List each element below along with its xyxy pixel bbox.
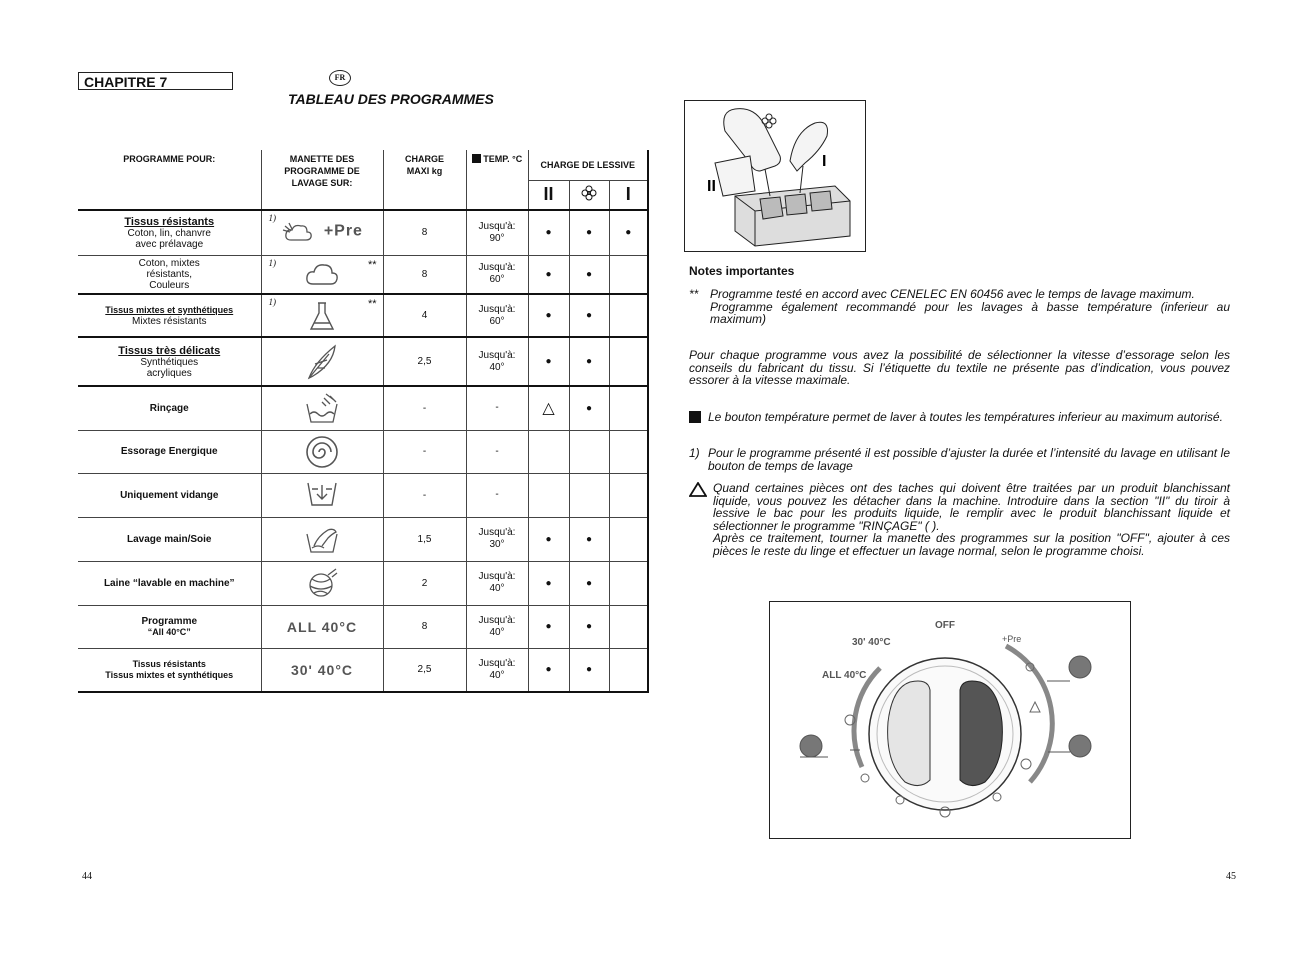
wool-ball-icon <box>304 565 340 601</box>
lessive-flower: ● <box>569 386 609 430</box>
dial-label-prewash: +Pre <box>1002 634 1022 644</box>
lessive-i <box>609 294 648 337</box>
lessive-i <box>609 648 648 692</box>
header-temp <box>466 150 528 210</box>
table-row <box>78 605 648 648</box>
language-badge: FR <box>329 70 351 86</box>
header-compartment-flower <box>569 180 609 210</box>
header-compartment-ii: II <box>528 180 569 210</box>
lessive-i <box>609 605 648 648</box>
table-row <box>78 430 648 473</box>
lessive-ii <box>528 430 569 473</box>
lessive-flower: ● <box>569 561 609 605</box>
drain-icon <box>304 477 340 513</box>
lessive-i: ● <box>609 210 648 255</box>
all-40-icon: ALL 40°C <box>286 618 358 635</box>
programme-name: Essorage Energique <box>78 430 261 473</box>
dial-label-off: OFF <box>935 620 955 631</box>
lessive-ii: ● <box>528 605 569 648</box>
flask-icon <box>308 300 336 332</box>
programme-name: Rinçage <box>78 386 261 430</box>
programme-name: Coton, mixtes résistants, Couleurs <box>78 255 261 294</box>
temp-value: Jusqu'à: 30° <box>466 517 528 561</box>
lessive-ii: ● <box>528 294 569 337</box>
lessive-flower: ● <box>569 337 609 386</box>
note-temperature: Le bouton température permet de laver à toutes les températures inferieur au maximum autorisé. <box>689 411 1230 424</box>
temp-value: - <box>466 473 528 517</box>
programme-icon-cell <box>261 473 383 517</box>
programme-name: Tissus mixtes et synthétiques Mixtes résistants <box>78 294 261 337</box>
note-cenelec: ** Programme testé en accord avec CENELEC EN 60456 avec le temps de lavage maximum. Programme également recommandé pour les lavages à basse température (inferieur au maximum) <box>689 287 1230 326</box>
programme-icon-cell <box>261 517 383 561</box>
lessive-ii: ● <box>528 648 569 692</box>
lessive-flower: ● <box>569 648 609 692</box>
temp-square-icon <box>472 154 481 163</box>
flower-icon <box>581 185 597 201</box>
temp-value: Jusqu'à: 90° <box>466 210 528 255</box>
cotton-cloud-icon <box>304 260 340 288</box>
lessive-ii: ● <box>528 255 569 294</box>
table-row <box>78 473 648 517</box>
programme-name: Laine “lavable en machine” <box>78 561 261 605</box>
notes-title: Notes importantes <box>689 264 795 278</box>
chapter-label: CHAPITRE 7 <box>78 72 233 90</box>
lessive-flower: ● <box>569 605 609 648</box>
programme-icon-cell <box>261 386 383 430</box>
lessive-flower: ● <box>569 255 609 294</box>
programme-icon-cell: 1) ** <box>261 294 383 337</box>
header-compartment-i: I <box>609 180 648 210</box>
lessive-ii: ● <box>528 210 569 255</box>
temp-value: Jusqu'à: 40° <box>466 561 528 605</box>
charge-value: - <box>383 430 466 473</box>
note-spin-speed: Pour chaque programme vous avez la possibilité de sélectionner la vitesse d’essorage selon les conseils du fabricant du tissu. Si l’étiquette du textile ne présente pas d’indication, vous pouvez essorer à la vitesse maximale. <box>689 348 1230 387</box>
table-row <box>78 561 648 605</box>
charge-value: 8 <box>383 210 466 255</box>
lessive-ii: ● <box>528 517 569 561</box>
warning-triangle-icon <box>689 482 707 497</box>
header-manette: MANETTE DES PROGRAMME DE LAVAGE SUR: <box>261 150 383 210</box>
header-lessive: CHARGE DE LESSIVE <box>528 150 648 180</box>
table-row <box>78 517 648 561</box>
prewash-cloud-icon <box>281 220 321 246</box>
lessive-i <box>609 337 648 386</box>
programme-name: Tissus très délicats Synthétiques acryliques <box>78 337 261 386</box>
table-row <box>78 255 648 294</box>
lessive-i <box>609 255 648 294</box>
table-row <box>78 210 648 255</box>
lessive-i <box>609 517 648 561</box>
dial-drawing <box>770 602 1130 838</box>
temp-value: Jusqu'à: 60° <box>466 294 528 337</box>
lessive-i <box>609 430 648 473</box>
charge-value: 1,5 <box>383 517 466 561</box>
table-row <box>78 648 648 692</box>
charge-value: 4 <box>383 294 466 337</box>
programme-name: Tissus résistants Tissus mixtes et synthétiques <box>78 648 261 692</box>
table-row <box>78 386 648 430</box>
lessive-ii <box>528 473 569 517</box>
page-number-left: 44 <box>82 871 92 882</box>
lessive-flower: ● <box>569 210 609 255</box>
table-row <box>78 337 648 386</box>
programme-icon-cell <box>261 337 383 386</box>
header-temp-label: TEMP. °C <box>483 154 523 164</box>
dial-label-30-40: 30' 40°C <box>852 637 891 648</box>
lessive-flower: ● <box>569 294 609 337</box>
temp-value: Jusqu'à: 40° <box>466 337 528 386</box>
feather-icon <box>305 342 339 382</box>
lessive-flower <box>569 473 609 517</box>
note-duration: 1) Pour le programme présenté il est possible d’ajuster la durée et l’intensité du lavage en utilisant le bouton de temps de lavage <box>689 446 1230 473</box>
temp-square-icon <box>689 411 701 423</box>
lessive-ii: ● <box>528 337 569 386</box>
programme-name: Lavage main/Soie <box>78 517 261 561</box>
header-programme: PROGRAMME POUR: <box>78 150 261 210</box>
charge-value: 8 <box>383 605 466 648</box>
programme-table <box>78 150 649 693</box>
temp-value: Jusqu'à: 60° <box>466 255 528 294</box>
lessive-i <box>609 561 648 605</box>
charge-value: - <box>383 473 466 517</box>
programme-icon-cell: 1) ** <box>261 255 383 294</box>
drawer-drawing <box>685 101 865 251</box>
lessive-flower: ● <box>569 517 609 561</box>
rinse-icon <box>304 390 340 426</box>
charge-value: 2,5 <box>383 337 466 386</box>
page-title: TABLEAU DES PROGRAMMES <box>288 91 494 107</box>
programme-icon-cell <box>261 430 383 473</box>
spin-spiral-icon <box>304 434 340 470</box>
header-charge: CHARGE MAXI kg <box>383 150 466 210</box>
programme-dial-illustration <box>769 601 1131 839</box>
dial-label-all-40: ALL 40°C <box>822 670 867 681</box>
drawer-label-i: I <box>822 153 827 170</box>
programme-icon-cell <box>261 561 383 605</box>
lessive-ii: △ <box>528 386 569 430</box>
programme-name: Tissus résistants Coton, lin, chanvre avec prélavage <box>78 210 261 255</box>
lessive-i <box>609 473 648 517</box>
page-number-right: 45 <box>1226 871 1236 882</box>
programme-icon-cell <box>261 648 383 692</box>
quick-30-icon: 30' 40°C <box>290 661 354 678</box>
programme-name: Programme “All 40°C” <box>78 605 261 648</box>
table-row <box>78 294 648 337</box>
temp-value: Jusqu'à: 40° <box>466 605 528 648</box>
charge-value: - <box>383 386 466 430</box>
detergent-drawer-illustration <box>684 100 866 252</box>
lessive-ii: ● <box>528 561 569 605</box>
drawer-label-ii: II <box>707 178 716 195</box>
programme-icon-cell: 1) +Pre <box>261 210 383 255</box>
hand-wash-icon <box>304 522 340 556</box>
programme-icon-cell <box>261 605 383 648</box>
charge-value: 2 <box>383 561 466 605</box>
programme-name: Uniquement vidange <box>78 473 261 517</box>
charge-value: 2,5 <box>383 648 466 692</box>
lessive-flower <box>569 430 609 473</box>
temp-value: Jusqu'à: 40° <box>466 648 528 692</box>
note-bleach: Quand certaines pièces ont des taches qui doivent être traitées par un produit blanchissant liquide, vous pouvez les détacher dans la machine. Introduire dans la section "II" du tiroir à lessive le bac pour les produits liquide, le remplir avec le produit blanchissant liquide et sélectionner le programme "RINÇAGE" ( ). Après ce traitement, tourner la manette des programmes sur la position "OFF", ajouter à ces pièces le reste du linge et effectuer un lavage normal, selon le programme choisi. <box>689 482 1230 557</box>
temp-value: - <box>466 430 528 473</box>
temp-value: - <box>466 386 528 430</box>
charge-value: 8 <box>383 255 466 294</box>
lessive-i <box>609 386 648 430</box>
